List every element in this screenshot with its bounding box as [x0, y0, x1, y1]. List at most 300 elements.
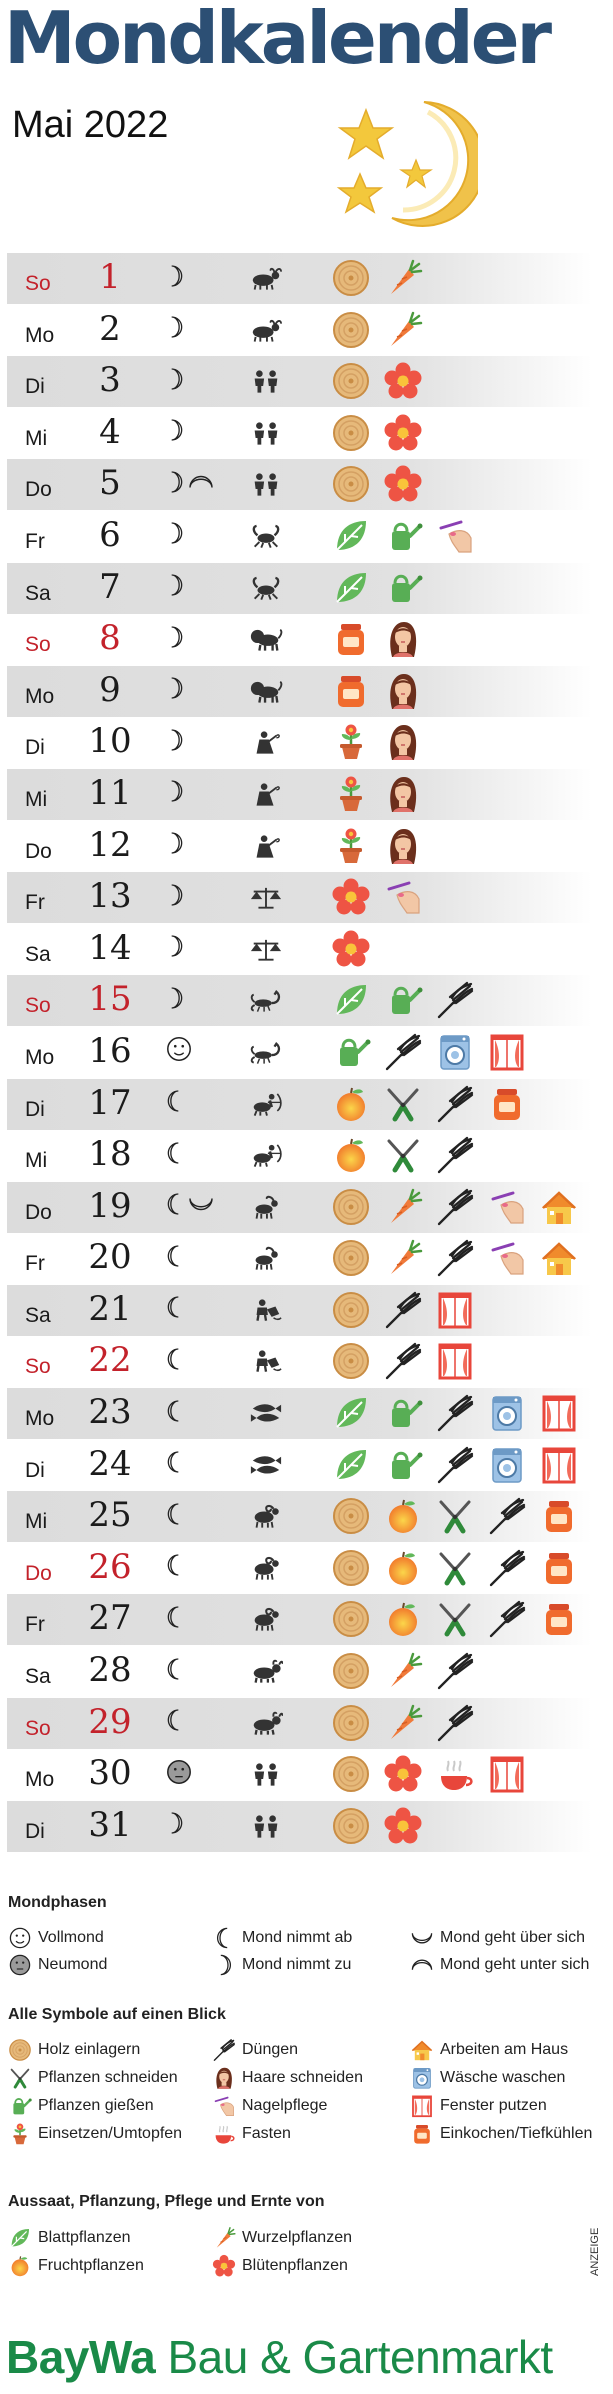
activity-symbols: [331, 1754, 527, 1794]
moon-phase: [165, 624, 185, 654]
zodiac-fish-icon: [249, 1453, 283, 1479]
hair-icon: [383, 774, 423, 814]
moon-wax-icon: [165, 417, 185, 448]
can-icon: [383, 1445, 423, 1485]
flower-icon: [383, 361, 423, 401]
moon-phase: [165, 1295, 185, 1325]
activity-symbols: [331, 1393, 579, 1433]
moon-wane-icon: [165, 1191, 185, 1222]
legend-item-washer: [410, 2066, 565, 2090]
footer-brand: [6, 2330, 553, 2384]
calendar-row: [7, 1285, 592, 1336]
jar-icon: [410, 2122, 434, 2146]
activity-symbols: [331, 361, 423, 401]
fork-icon: [435, 1393, 475, 1433]
legend-label: Fruchtpflanzen: [38, 2257, 144, 2274]
activity-symbols: [331, 464, 423, 504]
zodiac-twins-icon: [249, 421, 283, 447]
wood-icon: [331, 1703, 371, 1743]
legend-item-flower: [212, 2254, 348, 2278]
zodiac-goat-icon: [249, 318, 283, 344]
wood-icon: [331, 413, 371, 453]
zodiac-scales-icon: [249, 937, 283, 963]
legend-label: Vollmond: [38, 1929, 104, 1946]
weekday-label: So: [25, 994, 51, 1018]
fast-icon: [212, 2122, 236, 2146]
activity-symbols: [331, 619, 423, 659]
scissors-icon: [435, 1599, 475, 1639]
fork-icon: [487, 1599, 527, 1639]
legend-item-can: [8, 2094, 154, 2118]
wood-icon: [331, 310, 371, 350]
zodiac-scales-icon: [249, 885, 283, 911]
weekday-label: Di: [25, 375, 45, 399]
legend-item-window: [410, 2094, 547, 2118]
activity-symbols: [331, 877, 423, 917]
legend-item-pot: [8, 2122, 182, 2146]
root-icon: [383, 258, 423, 298]
moon-wax-icon: [165, 314, 185, 345]
fork-icon: [435, 1187, 475, 1227]
page-title: Mondkalender: [4, 0, 550, 80]
legend-label: Mond nimmt zu: [242, 1956, 352, 1973]
moon-and-stars-icon: [328, 98, 478, 230]
day-number: 8: [99, 618, 121, 659]
zodiac-crab-icon: [249, 576, 283, 602]
leaf-icon: [331, 980, 371, 1020]
moon-phase: [165, 779, 185, 809]
washer-icon: [435, 1032, 475, 1072]
fork-icon: [487, 1548, 527, 1588]
calendar-row: [7, 253, 592, 304]
activity-symbols: [331, 671, 423, 711]
fruit-icon: [383, 1548, 423, 1588]
calendar-row: [7, 1440, 592, 1491]
day-number: 3: [99, 360, 121, 401]
activity-symbols: [331, 1651, 475, 1691]
washer-icon: [487, 1393, 527, 1433]
leaf-icon: [331, 516, 371, 556]
hair-icon: [383, 722, 423, 762]
day-number: 31: [88, 1804, 132, 1845]
zodiac-ram-icon: [249, 1607, 283, 1633]
moon-phase: [165, 1243, 185, 1273]
moon-under-icon: [187, 471, 215, 498]
weekday-label: Sa: [25, 1303, 51, 1327]
can-icon: [8, 2094, 32, 2118]
moon-phase: [165, 263, 185, 293]
zodiac-scorpion-icon: [249, 988, 283, 1014]
day-number: 6: [99, 514, 121, 555]
nail-icon: [487, 1187, 527, 1227]
legend-item-hair: [212, 2066, 363, 2090]
wood-icon: [331, 1238, 371, 1278]
wood-icon: [331, 1187, 371, 1227]
zodiac-crab-icon: [249, 524, 283, 550]
calendar-row: [7, 305, 592, 356]
month-heading: Mai 2022: [12, 104, 169, 146]
fork-icon: [435, 1445, 475, 1485]
activity-symbols: [331, 1496, 579, 1536]
zodiac-twins-icon: [249, 1814, 283, 1840]
fruit-icon: [8, 2254, 32, 2278]
calendar-row: [7, 666, 592, 717]
weekday-label: Do: [25, 1200, 52, 1224]
day-number: 10: [88, 721, 132, 762]
day-number: 20: [88, 1237, 132, 1278]
moon-phase: [165, 934, 185, 964]
moon-wax-icon: [165, 624, 185, 655]
fork-icon: [383, 1341, 423, 1381]
weekday-label: Fr: [25, 1252, 45, 1276]
flower-icon: [383, 413, 423, 453]
weekday-label: Mi: [25, 1510, 48, 1534]
window-icon: [410, 2094, 434, 2118]
weekday-label: Fr: [25, 529, 45, 553]
day-number: 29: [88, 1701, 132, 1742]
day-number: 5: [99, 463, 121, 504]
moon-phase: [165, 882, 185, 912]
fork-icon: [435, 1135, 475, 1175]
legend-label: Nagelpflege: [242, 2097, 328, 2114]
activity-symbols: [331, 1341, 475, 1381]
moon-phase: [165, 1346, 185, 1376]
window-icon: [435, 1341, 475, 1381]
activity-symbols: [331, 1548, 579, 1588]
scissors-icon: [383, 1135, 423, 1175]
over-icon: [410, 1926, 434, 1950]
moon-wax-icon: [165, 263, 185, 294]
weekday-label: Di: [25, 1819, 45, 1843]
day-number: 15: [88, 979, 132, 1020]
activity-symbols: [331, 258, 423, 298]
root-icon: [383, 1651, 423, 1691]
fast-icon: [435, 1754, 475, 1794]
day-number: 13: [88, 876, 132, 917]
weekday-label: Mo: [25, 1768, 55, 1792]
moon-phase: [165, 1398, 185, 1428]
weekday-label: Do: [25, 478, 52, 502]
can-icon: [383, 980, 423, 1020]
legend-label: Mond nimmt ab: [242, 1929, 353, 1946]
activity-symbols: [331, 1445, 579, 1485]
flower-icon: [383, 1806, 423, 1846]
house-icon: [410, 2038, 434, 2062]
fork-icon: [383, 1032, 423, 1072]
legend-symbols-title: Alle Symbole auf einen Blick: [8, 2006, 226, 2023]
activity-symbols: [331, 929, 371, 969]
day-number: 7: [99, 566, 121, 607]
zodiac-virgin-icon: [249, 730, 283, 756]
wood-icon: [331, 464, 371, 504]
flower-icon: [212, 2254, 236, 2278]
legend-item-house: [410, 2038, 568, 2062]
calendar-row: [7, 511, 592, 562]
zodiac-goat-icon: [249, 266, 283, 292]
day-number: 19: [88, 1185, 132, 1226]
nail-icon: [487, 1238, 527, 1278]
weekday-label: Sa: [25, 581, 51, 605]
moon-phase: [165, 315, 185, 345]
washer-icon: [410, 2066, 434, 2090]
weekday-label: Sa: [25, 942, 51, 966]
wood-icon: [331, 361, 371, 401]
moon-phase: [165, 1140, 185, 1170]
fork-icon: [435, 1084, 475, 1124]
can-icon: [383, 568, 423, 608]
moon-over-icon: [187, 1193, 215, 1220]
legend-item-fast: [212, 2122, 291, 2146]
scissors-icon: [8, 2066, 32, 2090]
legend-item-root: [212, 2226, 352, 2250]
moon-wane-icon: [165, 1088, 185, 1119]
legend-label: Pflanzen schneiden: [38, 2069, 178, 2086]
can-icon: [383, 1393, 423, 1433]
can-icon: [383, 516, 423, 556]
pot-icon: [331, 826, 371, 866]
legend-item-fork: [212, 2038, 298, 2062]
window-icon: [435, 1290, 475, 1330]
nail-icon: [435, 516, 475, 556]
moon-phase: [165, 1759, 193, 1789]
day-number: 21: [88, 1288, 132, 1329]
zodiac-lion-icon: [249, 679, 283, 705]
moon-wane-icon: [165, 1501, 185, 1532]
weekday-label: Sa: [25, 1665, 51, 1689]
can-icon: [331, 1032, 371, 1072]
day-number: 24: [88, 1443, 132, 1484]
activity-symbols: [331, 1084, 527, 1124]
moon-phase: [165, 985, 185, 1015]
activity-symbols: [331, 1135, 475, 1175]
moon-wax-icon: [165, 985, 185, 1016]
activity-symbols: [331, 1238, 579, 1278]
legend-item-jar: [410, 2122, 592, 2146]
calendar-row: [7, 563, 592, 614]
moon-phase: [165, 676, 185, 706]
moon-phase: [165, 727, 185, 757]
day-number: 14: [88, 927, 132, 968]
day-number: 4: [99, 411, 121, 452]
moon-wax-icon: [165, 933, 185, 964]
day-number: 1: [99, 257, 121, 297]
legend-label: Einkochen/Tiefkühlen: [440, 2125, 593, 2142]
day-number: 12: [88, 824, 132, 865]
weekday-label: Mi: [25, 1149, 48, 1173]
wood-icon: [331, 1754, 371, 1794]
moon-wane-icon: [165, 1707, 185, 1738]
full-icon: [8, 1926, 32, 1950]
legend-item-scissors: [8, 2066, 178, 2090]
root-icon: [383, 1703, 423, 1743]
flower-icon: [383, 1754, 423, 1794]
weekday-label: Mi: [25, 787, 48, 811]
weekday-label: So: [25, 1716, 51, 1740]
calendar-grid: [7, 253, 592, 1852]
calendar-row: [7, 408, 592, 459]
nail-icon: [212, 2094, 236, 2118]
zodiac-ram-icon: [249, 1504, 283, 1530]
day-number: 17: [88, 1082, 132, 1123]
zodiac-twins-icon: [249, 1762, 283, 1788]
activity-symbols: [331, 568, 423, 608]
pot-icon: [8, 2122, 32, 2146]
moon-phase: [165, 521, 185, 551]
zodiac-archer-icon: [249, 1092, 283, 1118]
legend-item-over: [410, 1926, 585, 1950]
calendar-row: [7, 975, 592, 1026]
weekday-label: So: [25, 633, 51, 657]
jar-icon: [331, 619, 371, 659]
zodiac-water-icon: [249, 1298, 283, 1324]
zodiac-bull-icon: [249, 1659, 283, 1685]
fork-icon: [435, 1703, 475, 1743]
moon-phase: [165, 1604, 185, 1634]
weekday-label: Mo: [25, 684, 55, 708]
weekday-label: Mo: [25, 1045, 55, 1069]
activity-symbols: [331, 1806, 423, 1846]
fork-icon: [383, 1290, 423, 1330]
root-icon: [212, 2226, 236, 2250]
moon-phase: [165, 418, 185, 448]
moon-phase: [165, 1450, 185, 1480]
day-number: 22: [88, 1340, 132, 1381]
root-icon: [383, 310, 423, 350]
activity-symbols: [331, 826, 423, 866]
activity-symbols: [331, 1599, 579, 1639]
jar-icon: [539, 1496, 579, 1536]
legend-item-wood: [8, 2038, 140, 2062]
weekday-label: Mo: [25, 323, 55, 347]
leaf-icon: [331, 1393, 371, 1433]
activity-symbols: [331, 1032, 527, 1072]
wood-icon: [331, 1651, 371, 1691]
day-number: 28: [88, 1650, 132, 1691]
leaf-icon: [331, 1445, 371, 1485]
moon-wane-icon: [165, 1243, 185, 1274]
jar-icon: [331, 671, 371, 711]
calendar-row: [7, 1182, 592, 1233]
legend-item-under: [410, 1953, 589, 1977]
hair-icon: [383, 619, 423, 659]
moon-wane-icon: [165, 1346, 185, 1377]
scissors-icon: [435, 1496, 475, 1536]
legend-label: Mond geht unter sich: [440, 1956, 590, 1973]
wood-icon: [331, 1290, 371, 1330]
moon-phase: [165, 1037, 193, 1067]
calendar-row: [7, 459, 592, 510]
moon-phase: [165, 1656, 185, 1686]
day-number: 27: [88, 1598, 132, 1639]
nail-icon: [383, 877, 423, 917]
calendar-row: [7, 924, 592, 975]
weekday-label: Mi: [25, 426, 48, 450]
wood-icon: [331, 1599, 371, 1639]
moon-phase: [165, 1553, 185, 1583]
moon-phase: [165, 831, 185, 861]
activity-symbols: [331, 722, 423, 762]
under-icon: [410, 1953, 434, 1977]
fork-icon: [435, 980, 475, 1020]
moon-wax-icon: [165, 778, 185, 809]
zodiac-ram-icon: [249, 1556, 283, 1582]
day-number: 16: [88, 1030, 132, 1071]
wax-icon: [212, 1953, 236, 1977]
activity-symbols: [331, 1703, 475, 1743]
weekday-label: So: [25, 272, 51, 295]
moon-wane-icon: [165, 1604, 185, 1635]
hair-icon: [212, 2066, 236, 2090]
hair-icon: [383, 671, 423, 711]
brand-name: BayWa: [6, 2331, 156, 2383]
leaf-icon: [8, 2226, 32, 2250]
brand-text: Bau & Gartenmarkt: [167, 2331, 553, 2383]
weekday-label: Di: [25, 736, 45, 760]
flower-icon: [331, 877, 371, 917]
moon-phase: [165, 1811, 185, 1841]
zodiac-bull-icon: [249, 1711, 283, 1737]
calendar-row: [7, 1233, 592, 1284]
activity-symbols: [331, 774, 423, 814]
pot-icon: [331, 774, 371, 814]
legend-item-full: [8, 1926, 104, 1950]
wood-icon: [8, 2038, 32, 2062]
legend-label: Holz einlagern: [38, 2041, 141, 2058]
legend-label: Blütenpflanzen: [242, 2257, 348, 2274]
zodiac-twins-icon: [249, 472, 283, 498]
activity-symbols: [331, 310, 423, 350]
moon-phase: [165, 1708, 185, 1738]
calendar-row: [7, 821, 592, 872]
calendar-row: [7, 1749, 592, 1800]
zodiac-virgin-icon: [249, 834, 283, 860]
legend-item-fruit: [8, 2254, 144, 2278]
moon-wax-icon: [165, 366, 185, 397]
calendar-row: [7, 1027, 592, 1078]
legend-label: Mond geht über sich: [440, 1929, 585, 1946]
legend-label: Düngen: [242, 2041, 299, 2058]
legend-label: Wurzelpflanzen: [242, 2229, 352, 2246]
fruit-icon: [331, 1084, 371, 1124]
leaf-icon: [331, 568, 371, 608]
calendar-row: [7, 1491, 592, 1542]
fruit-icon: [383, 1599, 423, 1639]
zodiac-lion-icon: [249, 627, 283, 653]
legend-item-wax: [212, 1953, 351, 1977]
jar-icon: [539, 1599, 579, 1639]
scissors-icon: [383, 1084, 423, 1124]
weekday-label: Di: [25, 1458, 45, 1482]
window-icon: [487, 1032, 527, 1072]
legend-phases-title: Mondphasen: [8, 1894, 107, 1911]
moon-phase: [165, 1192, 215, 1222]
moon-wane-icon: [165, 1552, 185, 1583]
zodiac-twins-icon: [249, 369, 283, 395]
calendar-row: [7, 356, 592, 407]
activity-symbols: [331, 1187, 579, 1227]
legend-item-leaf: [8, 2226, 131, 2250]
calendar-row: [7, 1594, 592, 1645]
legend-plants-title: Aussaat, Pflanzung, Pflege und Ernte von: [8, 2193, 325, 2210]
legend-label: Haare schneiden: [242, 2069, 363, 2086]
day-number: 18: [88, 1134, 132, 1175]
zodiac-scorpion-icon: [249, 1040, 283, 1066]
moon-wax-icon: [165, 882, 185, 913]
legend-item-nail: [212, 2094, 327, 2118]
flower-icon: [383, 464, 423, 504]
moon-full-icon: [165, 1035, 193, 1068]
activity-symbols: [331, 413, 423, 453]
